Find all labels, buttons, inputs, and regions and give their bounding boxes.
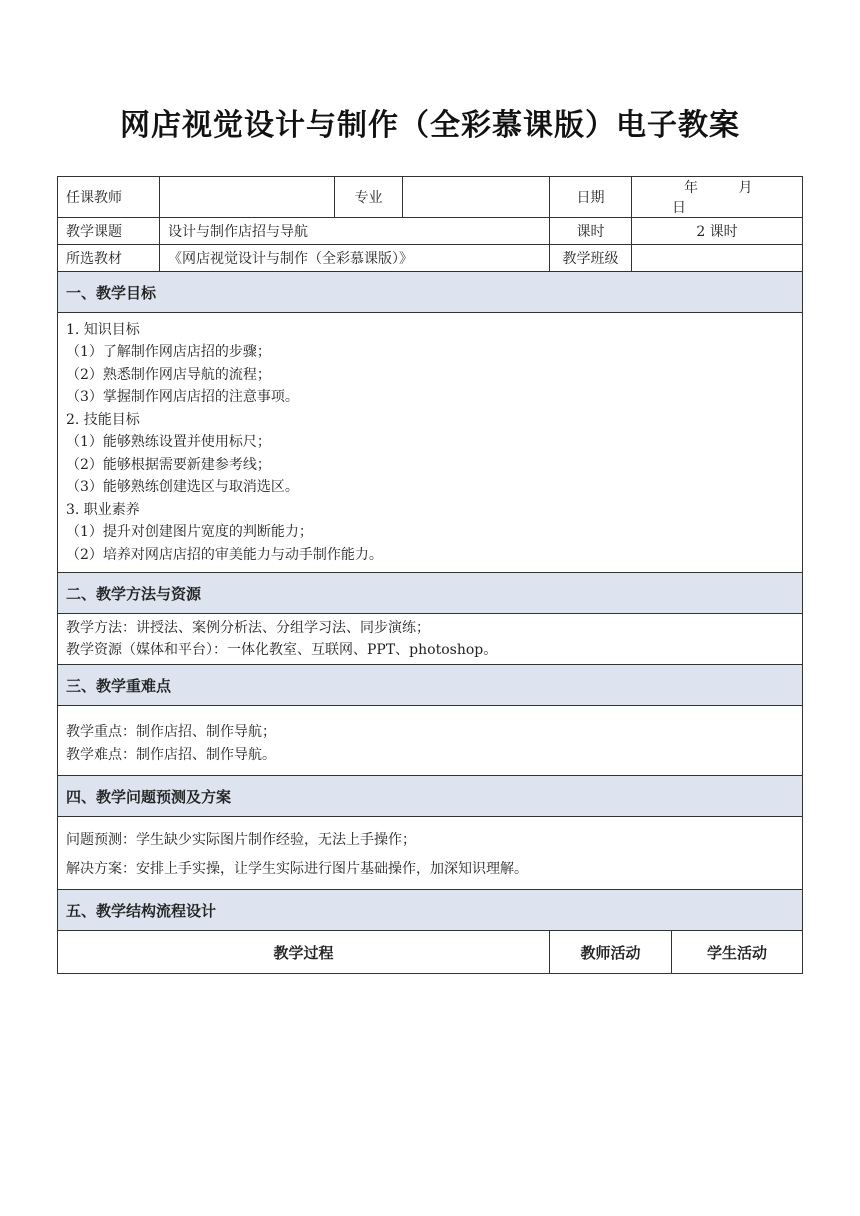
objectives-line: （1）了解制作网店店招的步骤； <box>66 344 271 361</box>
objectives-heading: 一、教学目标 <box>58 272 803 313</box>
col-process: 教学过程 <box>58 931 550 974</box>
major-value <box>403 177 550 218</box>
methods-content <box>58 614 803 665</box>
hours-label: 课时 <box>550 218 632 245</box>
textbook-value: 《网店视觉设计与制作（全彩慕课版）》 <box>160 245 550 272</box>
objectives-line: （1）能够熟练设置并使用标尺； <box>66 434 271 451</box>
date-value <box>632 177 803 218</box>
key-points-line: 教学难点：制作店招、制作导航。 <box>66 746 276 763</box>
section-header-key-points <box>58 665 803 706</box>
methods-heading: 二、教学方法与资源 <box>58 573 803 614</box>
objectives-line: （2）熟悉制作网店导航的流程； <box>66 366 271 383</box>
problems-heading: 四、教学问题预测及方案 <box>58 776 803 817</box>
col-student-activity: 学生活动 <box>672 931 803 974</box>
info-row-topic <box>58 218 803 245</box>
section-header-structure <box>58 890 803 931</box>
objectives-line: （2）能够根据需要新建参考线； <box>66 456 271 473</box>
teacher-label: 任课教师 <box>58 177 160 218</box>
problems-content <box>58 817 803 890</box>
info-row-textbook <box>58 245 803 272</box>
key-points-content <box>58 706 803 776</box>
info-row-teacher <box>58 177 803 218</box>
problems-line: 解决方案：安排上手实操，让学生实际进行图片基础操作，加深知识理解。 <box>66 861 528 877</box>
key-points-line: 教学重点：制作店招、制作导航； <box>66 724 276 740</box>
hours-value: 2 课时 <box>632 218 803 245</box>
objectives-line: 1. 知识目标 <box>66 321 140 338</box>
problems-line: 问题预测：学生缺少实际图片制作经验，无法上手操作； <box>66 832 416 848</box>
date-day: 日 <box>672 200 686 216</box>
section-body-methods <box>58 614 803 665</box>
objectives-line: （1）提升对创建图片宽度的判断能力； <box>66 524 313 541</box>
objectives-line: （2）培养对网店店招的审美能力与动手制作能力。 <box>66 546 383 563</box>
methods-line: 教学资源（媒体和平台）：一体化教室、互联网、PPT、photoshop。 <box>66 642 498 658</box>
section-body-objectives <box>58 313 803 573</box>
section-body-problems <box>58 817 803 890</box>
objectives-line: 3. 职业素养 <box>66 501 140 518</box>
section-header-objectives <box>58 272 803 313</box>
structure-heading: 五、教学结构流程设计 <box>58 890 803 931</box>
date-month: 月 <box>738 180 753 196</box>
objectives-content <box>58 313 803 573</box>
section-header-problems <box>58 776 803 817</box>
major-label: 专业 <box>335 177 403 218</box>
objectives-line: （3）能够熟练创建选区与取消选区。 <box>66 479 299 496</box>
section-header-methods <box>58 573 803 614</box>
objectives-line: 2. 技能目标 <box>66 411 140 428</box>
textbook-label: 所选教材 <box>58 245 160 272</box>
key-points-heading: 三、教学重难点 <box>58 665 803 706</box>
topic-value: 设计与制作店招与导航 <box>160 218 550 245</box>
topic-label: 教学课题 <box>58 218 160 245</box>
teacher-value <box>160 177 335 218</box>
class-value <box>632 245 803 272</box>
process-header-row <box>58 931 803 974</box>
col-teacher-activity: 教师活动 <box>550 931 672 974</box>
section-body-key-points <box>58 706 803 776</box>
lesson-plan-table <box>57 176 803 974</box>
class-label: 教学班级 <box>550 245 632 272</box>
page-title: 网店视觉设计与制作（全彩慕课版）电子教案 <box>120 108 740 143</box>
objectives-line: （3）掌握制作网店店招的注意事项。 <box>66 389 299 406</box>
methods-line: 教学方法：讲授法、案例分析法、分组学习法、同步演练； <box>66 619 430 636</box>
date-label: 日期 <box>550 177 632 218</box>
date-year: 年 <box>684 180 698 196</box>
